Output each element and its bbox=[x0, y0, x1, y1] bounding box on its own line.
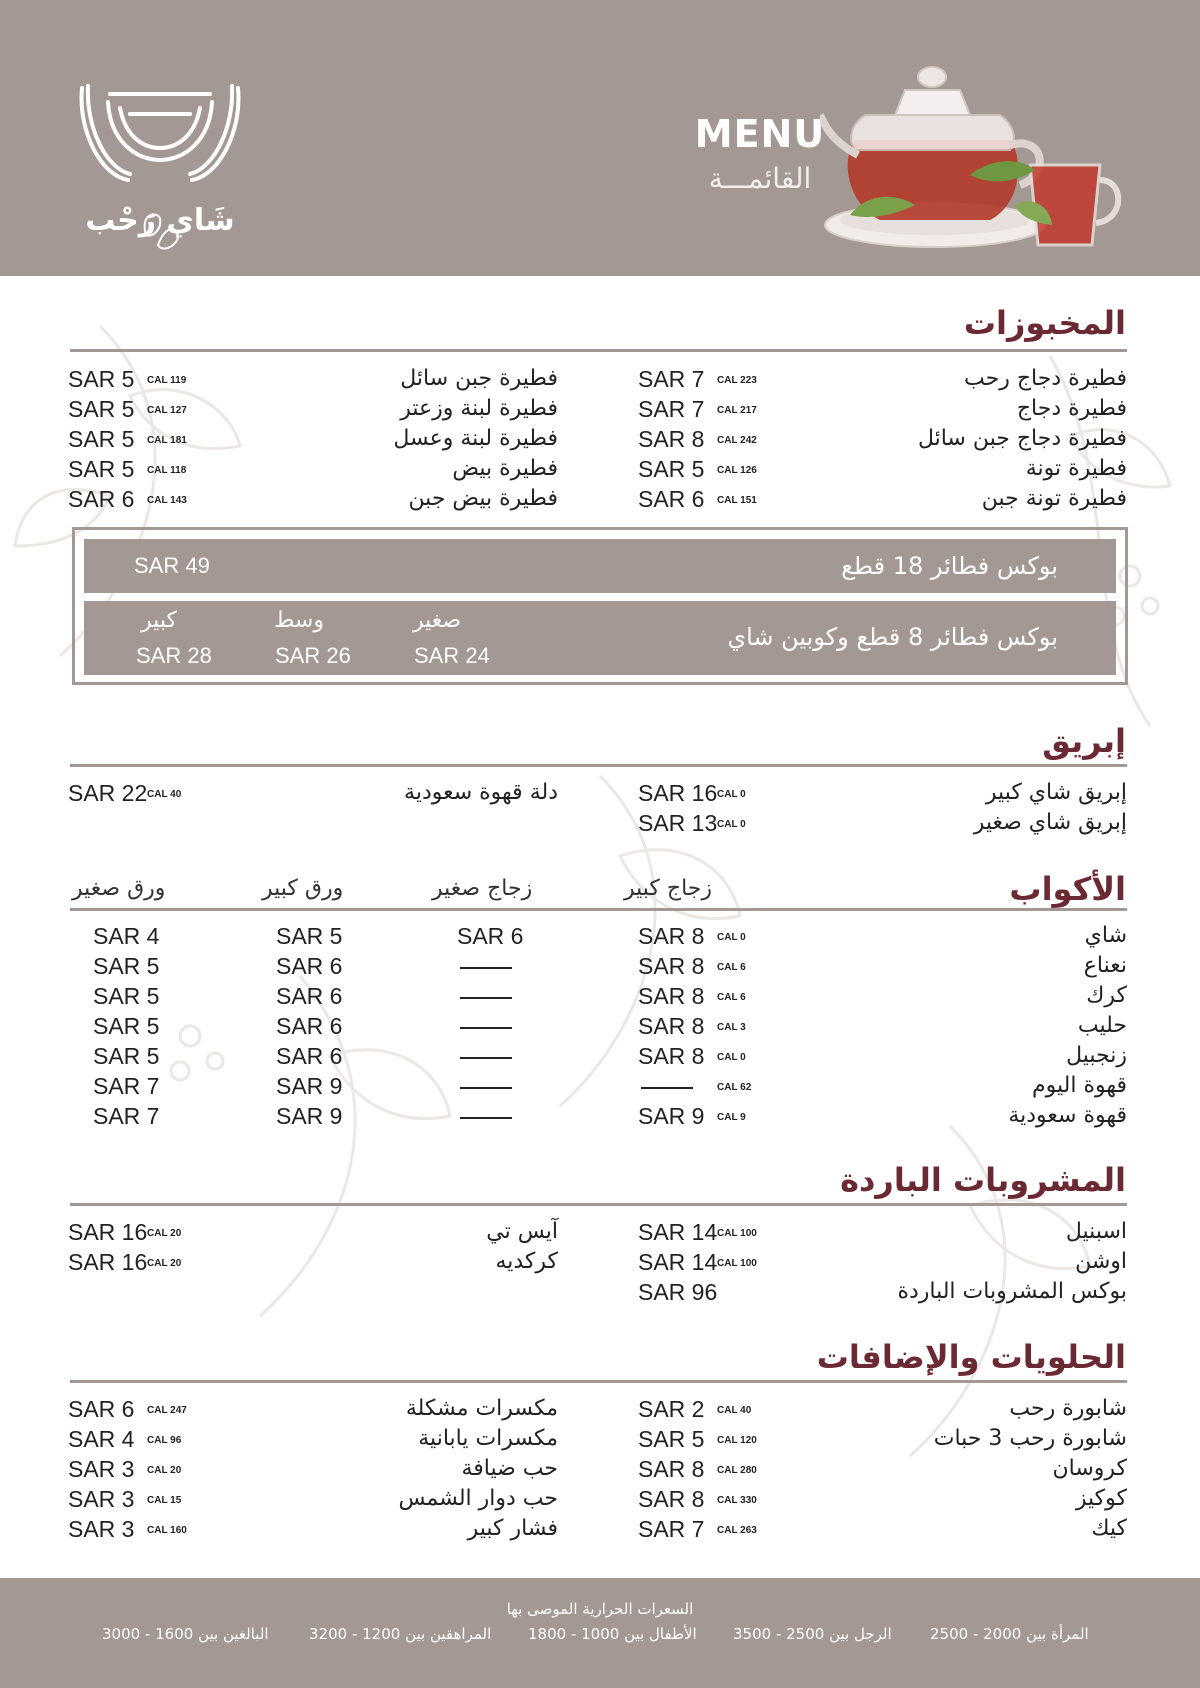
paper-large-cell bbox=[276, 923, 356, 953]
section-divider bbox=[70, 1203, 1127, 1206]
menu-item bbox=[68, 396, 558, 426]
column-header-glass-small: زجاج صغير bbox=[432, 876, 533, 901]
item-calories: CAL 330 bbox=[717, 1495, 757, 1506]
item-name: حليب bbox=[1077, 1013, 1127, 1038]
unavailable-dash bbox=[460, 967, 512, 969]
item-calories: CAL 20 bbox=[147, 1465, 182, 1476]
item-price: SAR 3 bbox=[68, 1456, 135, 1482]
item-name: كرك bbox=[1086, 983, 1127, 1008]
item-price: SAR 14 bbox=[638, 1249, 718, 1275]
glass-small-price: SAR 6 bbox=[457, 923, 524, 949]
item-name: شاي bbox=[1084, 923, 1127, 948]
menu-item bbox=[68, 1219, 558, 1249]
item-price: SAR 16 bbox=[68, 1219, 148, 1245]
item-name: حب ضيافة bbox=[461, 1456, 558, 1481]
item-name: دلة قهوة سعودية bbox=[404, 780, 558, 805]
logo-text: شَاي رَحْب bbox=[85, 203, 235, 238]
section-title-pastries: المخبوزات bbox=[963, 304, 1126, 342]
item-price: SAR 13 bbox=[638, 810, 718, 836]
section-divider bbox=[70, 1380, 1127, 1383]
item-price: SAR 5 bbox=[68, 366, 135, 392]
menu-item bbox=[68, 1249, 558, 1279]
cup-row bbox=[638, 1073, 1127, 1103]
menu-item bbox=[638, 1396, 1127, 1426]
cup-row bbox=[638, 953, 1127, 983]
unavailable-dash bbox=[460, 1057, 512, 1059]
item-calories: CAL 9 bbox=[717, 1112, 746, 1123]
paper-large-price: SAR 6 bbox=[276, 1043, 343, 1069]
item-name: فطيرة بيض bbox=[452, 456, 558, 481]
item-calories: CAL 0 bbox=[717, 932, 746, 943]
glass-large-price: SAR 8 bbox=[638, 953, 705, 979]
calorie-guide-adults: البالغين بين 1600 - 3000 bbox=[102, 1625, 269, 1643]
unavailable-dash bbox=[641, 1087, 693, 1089]
item-calories: CAL 62 bbox=[717, 1082, 752, 1093]
footer-title: السعرات الحرارية الموصى بها bbox=[506, 1600, 694, 1618]
paper-small-cell bbox=[93, 1013, 173, 1043]
paper-large-price: SAR 6 bbox=[276, 953, 343, 979]
menu-item bbox=[638, 426, 1127, 456]
item-price: SAR 16 bbox=[638, 780, 718, 806]
paper-large-cell bbox=[276, 983, 356, 1013]
unavailable-dash bbox=[460, 1087, 512, 1089]
item-name: اوشن bbox=[1075, 1249, 1127, 1274]
glass-small-cell bbox=[457, 923, 537, 953]
item-name: مكسرات مشكلة bbox=[405, 1396, 558, 1421]
item-price: SAR 6 bbox=[68, 486, 135, 512]
item-calories: CAL 100 bbox=[717, 1258, 757, 1269]
item-calories: CAL 40 bbox=[717, 1405, 752, 1416]
teapot-illustration bbox=[820, 55, 1150, 265]
paper-large-cell bbox=[276, 1103, 356, 1133]
item-calories: CAL 0 bbox=[717, 819, 746, 830]
menu-item bbox=[68, 456, 558, 486]
paper-small-cell bbox=[93, 983, 173, 1013]
size-medium-price: SAR 26 bbox=[275, 643, 351, 668]
paper-large-cell bbox=[276, 1013, 356, 1043]
item-calories: CAL 20 bbox=[147, 1258, 182, 1269]
menu-item bbox=[638, 486, 1127, 516]
item-calories: CAL 15 bbox=[147, 1495, 182, 1506]
item-calories: CAL 280 bbox=[717, 1465, 757, 1476]
paper-small-price: SAR 4 bbox=[93, 923, 160, 949]
paper-large-price: SAR 6 bbox=[276, 1013, 343, 1039]
item-calories: CAL 263 bbox=[717, 1525, 757, 1536]
item-name: اسبنيل bbox=[1065, 1219, 1127, 1244]
item-name: كركديه bbox=[495, 1249, 558, 1274]
calorie-guide-women: المرأة بين 2000 - 2500 bbox=[930, 1625, 1089, 1643]
menu-item bbox=[68, 1516, 558, 1546]
column-header-paper-large: ورق كبير bbox=[262, 876, 344, 901]
item-price: SAR 6 bbox=[68, 1396, 135, 1422]
paper-small-cell bbox=[93, 923, 173, 953]
item-price: SAR 5 bbox=[638, 1426, 705, 1452]
item-name: فطيرة لبنة وعسل bbox=[393, 426, 558, 451]
cup-row bbox=[638, 1043, 1127, 1073]
item-name: مكسرات يابانية bbox=[418, 1426, 558, 1451]
item-price: SAR 4 bbox=[68, 1426, 135, 1452]
menu-item bbox=[68, 1396, 558, 1426]
paper-large-cell bbox=[276, 953, 356, 983]
item-price: SAR 7 bbox=[638, 366, 705, 392]
item-name: كوكيز bbox=[1075, 1486, 1127, 1511]
paper-small-cell bbox=[93, 1103, 173, 1133]
item-calories: CAL 100 bbox=[717, 1228, 757, 1239]
header-banner bbox=[0, 0, 1200, 276]
item-price: SAR 22 bbox=[68, 780, 148, 806]
menu-item bbox=[638, 1249, 1127, 1279]
calorie-guide-men: الرجل بين 2500 - 3500 bbox=[733, 1625, 892, 1643]
item-calories: CAL 217 bbox=[717, 405, 757, 416]
section-divider bbox=[70, 908, 1127, 911]
item-calories: CAL 6 bbox=[717, 992, 746, 1003]
box-price: SAR 49 bbox=[134, 553, 210, 578]
item-calories: CAL 143 bbox=[147, 495, 187, 506]
item-name: قهوة سعودية bbox=[1008, 1103, 1127, 1128]
size-small-label: صغير bbox=[412, 608, 462, 633]
item-calories: CAL 118 bbox=[147, 465, 187, 476]
item-price: SAR 2 bbox=[638, 1396, 705, 1422]
size-small-price: SAR 24 bbox=[414, 643, 490, 668]
size-medium-label: وسط bbox=[274, 608, 324, 633]
menu-item bbox=[638, 1219, 1127, 1249]
menu-item bbox=[638, 1516, 1127, 1546]
column-header-glass-large: زجاج كبير bbox=[624, 876, 713, 901]
menu-item bbox=[638, 780, 1127, 810]
item-name: فطيرة دجاج جبن سائل bbox=[917, 426, 1127, 451]
unavailable-dash bbox=[460, 1027, 512, 1029]
paper-large-price: SAR 9 bbox=[276, 1103, 343, 1129]
box-name: بوكس فطائر 18 قطع bbox=[841, 552, 1058, 580]
menu-item bbox=[638, 1426, 1127, 1456]
paper-small-price: SAR 5 bbox=[93, 1043, 160, 1069]
item-calories: CAL 96 bbox=[147, 1435, 182, 1446]
item-calories: CAL 0 bbox=[717, 789, 746, 800]
calorie-guide-teens: المراهقين بين 1200 - 3200 bbox=[309, 1625, 492, 1643]
glass-large-price: SAR 8 bbox=[638, 923, 705, 949]
section-title-sweets: الحلويات والإضافات bbox=[816, 1338, 1126, 1376]
menu-item bbox=[638, 1486, 1127, 1516]
item-name: فطيرة تونة bbox=[1025, 456, 1127, 481]
menu-item bbox=[638, 810, 1127, 840]
menu-item bbox=[68, 426, 558, 456]
item-name: كيك bbox=[1091, 1516, 1127, 1541]
paper-large-price: SAR 5 bbox=[276, 923, 343, 949]
glass-large-price: SAR 8 bbox=[638, 1043, 705, 1069]
item-name: حب دوار الشمس bbox=[398, 1486, 558, 1511]
item-name: نعناع bbox=[1083, 953, 1127, 978]
item-calories: CAL 242 bbox=[717, 435, 757, 446]
item-name: قهوة اليوم bbox=[1032, 1073, 1127, 1098]
item-calories: CAL 223 bbox=[717, 375, 757, 386]
menu-item bbox=[68, 366, 558, 396]
menu-item bbox=[638, 456, 1127, 486]
unavailable-dash bbox=[460, 997, 512, 999]
paper-small-price: SAR 7 bbox=[93, 1103, 160, 1129]
item-price: SAR 8 bbox=[638, 1486, 705, 1512]
item-name: إبريق شاي صغير bbox=[973, 810, 1127, 835]
paper-small-cell bbox=[93, 1043, 173, 1073]
item-calories: CAL 40 bbox=[147, 789, 182, 800]
paper-large-cell bbox=[276, 1073, 356, 1103]
item-name: شابورة رحب 3 حبات bbox=[933, 1426, 1127, 1451]
menu-item bbox=[68, 780, 558, 810]
paper-small-price: SAR 5 bbox=[93, 1013, 160, 1039]
menu-item bbox=[68, 486, 558, 516]
size-large-price: SAR 28 bbox=[136, 643, 212, 668]
item-price: SAR 96 bbox=[638, 1279, 718, 1305]
paper-small-price: SAR 7 bbox=[93, 1073, 160, 1099]
cup-row bbox=[638, 1013, 1127, 1043]
menu-item bbox=[638, 1456, 1127, 1486]
item-price: SAR 5 bbox=[68, 426, 135, 452]
item-price: SAR 5 bbox=[638, 456, 705, 482]
item-name: فطيرة بيض جبن bbox=[408, 486, 558, 511]
item-price: SAR 3 bbox=[68, 1486, 135, 1512]
item-name: فطيرة دجاج bbox=[1016, 396, 1127, 421]
item-calories: CAL 0 bbox=[717, 1052, 746, 1063]
item-price: SAR 8 bbox=[638, 1456, 705, 1482]
paper-small-price: SAR 5 bbox=[93, 953, 160, 979]
menu-item bbox=[638, 1279, 1127, 1309]
section-divider bbox=[70, 764, 1127, 767]
item-price: SAR 5 bbox=[68, 396, 135, 422]
section-divider bbox=[70, 349, 1127, 352]
item-name: كروسان bbox=[1052, 1456, 1127, 1481]
cup-row bbox=[638, 1103, 1127, 1133]
item-name: فطيرة دجاج رحب bbox=[964, 366, 1127, 391]
item-name: فطيرة تونة جبن bbox=[981, 486, 1127, 511]
item-name: إبريق شاي كبير bbox=[985, 780, 1127, 805]
paper-large-price: SAR 6 bbox=[276, 983, 343, 1009]
item-price: SAR 6 bbox=[638, 486, 705, 512]
item-calories: CAL 119 bbox=[147, 375, 187, 386]
cup-row bbox=[638, 983, 1127, 1013]
section-title-cups: الأكواب bbox=[1009, 870, 1126, 908]
item-calories: CAL 127 bbox=[147, 405, 187, 416]
item-name: فطيرة جبن سائل bbox=[400, 366, 558, 391]
section-title-cold-drinks: المشروبات الباردة bbox=[840, 1161, 1126, 1199]
item-name: آيس تي bbox=[486, 1219, 558, 1244]
item-calories: CAL 247 bbox=[147, 1405, 187, 1416]
item-name: زنجبيل bbox=[1066, 1043, 1127, 1068]
item-calories: CAL 151 bbox=[717, 495, 757, 506]
unavailable-dash bbox=[460, 1117, 512, 1119]
menu-item bbox=[68, 1426, 558, 1456]
item-calories: CAL 3 bbox=[717, 1022, 746, 1033]
box-offer-18 bbox=[84, 539, 1116, 593]
menu-item bbox=[638, 396, 1127, 426]
glass-large-price: SAR 9 bbox=[638, 1103, 705, 1129]
tea-rahb-logo bbox=[70, 80, 250, 260]
size-large-label: كبير bbox=[141, 608, 177, 633]
calorie-guide-children: الأطفال بين 1000 - 1800 bbox=[528, 1625, 697, 1643]
box-offer-8-with-tea bbox=[84, 601, 1116, 675]
column-header-paper-small: ورق صغير bbox=[72, 876, 166, 901]
item-price: SAR 7 bbox=[638, 1516, 705, 1542]
item-price: SAR 8 bbox=[638, 426, 705, 452]
cup-row bbox=[638, 923, 1127, 953]
section-title-pot: إبريق bbox=[1042, 722, 1126, 760]
item-calories: CAL 20 bbox=[147, 1228, 182, 1239]
footer-calorie-guide bbox=[0, 1578, 1200, 1688]
item-calories: CAL 126 bbox=[717, 465, 757, 476]
menu-item bbox=[638, 366, 1127, 396]
menu-title-ar: القائمـــة bbox=[708, 162, 812, 195]
menu-item bbox=[68, 1456, 558, 1486]
menu-item bbox=[68, 1486, 558, 1516]
item-price: SAR 14 bbox=[638, 1219, 718, 1245]
item-calories: CAL 120 bbox=[717, 1435, 757, 1446]
menu-title-en: MENU bbox=[694, 112, 826, 156]
item-name: بوكس المشروبات الباردة bbox=[897, 1279, 1127, 1304]
item-price: SAR 16 bbox=[68, 1249, 148, 1275]
paper-large-cell bbox=[276, 1043, 356, 1073]
paper-small-price: SAR 5 bbox=[93, 983, 160, 1009]
item-calories: CAL 160 bbox=[147, 1525, 187, 1536]
glass-large-price: SAR 8 bbox=[638, 1013, 705, 1039]
glass-large-price: SAR 8 bbox=[638, 983, 705, 1009]
paper-large-price: SAR 9 bbox=[276, 1073, 343, 1099]
item-calories: CAL 6 bbox=[717, 962, 746, 973]
item-calories: CAL 181 bbox=[147, 435, 187, 446]
item-price: SAR 5 bbox=[68, 456, 135, 482]
item-price: SAR 7 bbox=[638, 396, 705, 422]
item-price: SAR 3 bbox=[68, 1516, 135, 1542]
item-name: فشار كبير bbox=[467, 1516, 558, 1541]
item-name: فطيرة لبنة وزعتر bbox=[400, 396, 558, 421]
item-name: شابورة رحب bbox=[1009, 1396, 1127, 1421]
paper-small-cell bbox=[93, 953, 173, 983]
box-name: بوكس فطائر 8 قطع وكوبين شاي bbox=[727, 623, 1058, 651]
paper-small-cell bbox=[93, 1073, 173, 1103]
